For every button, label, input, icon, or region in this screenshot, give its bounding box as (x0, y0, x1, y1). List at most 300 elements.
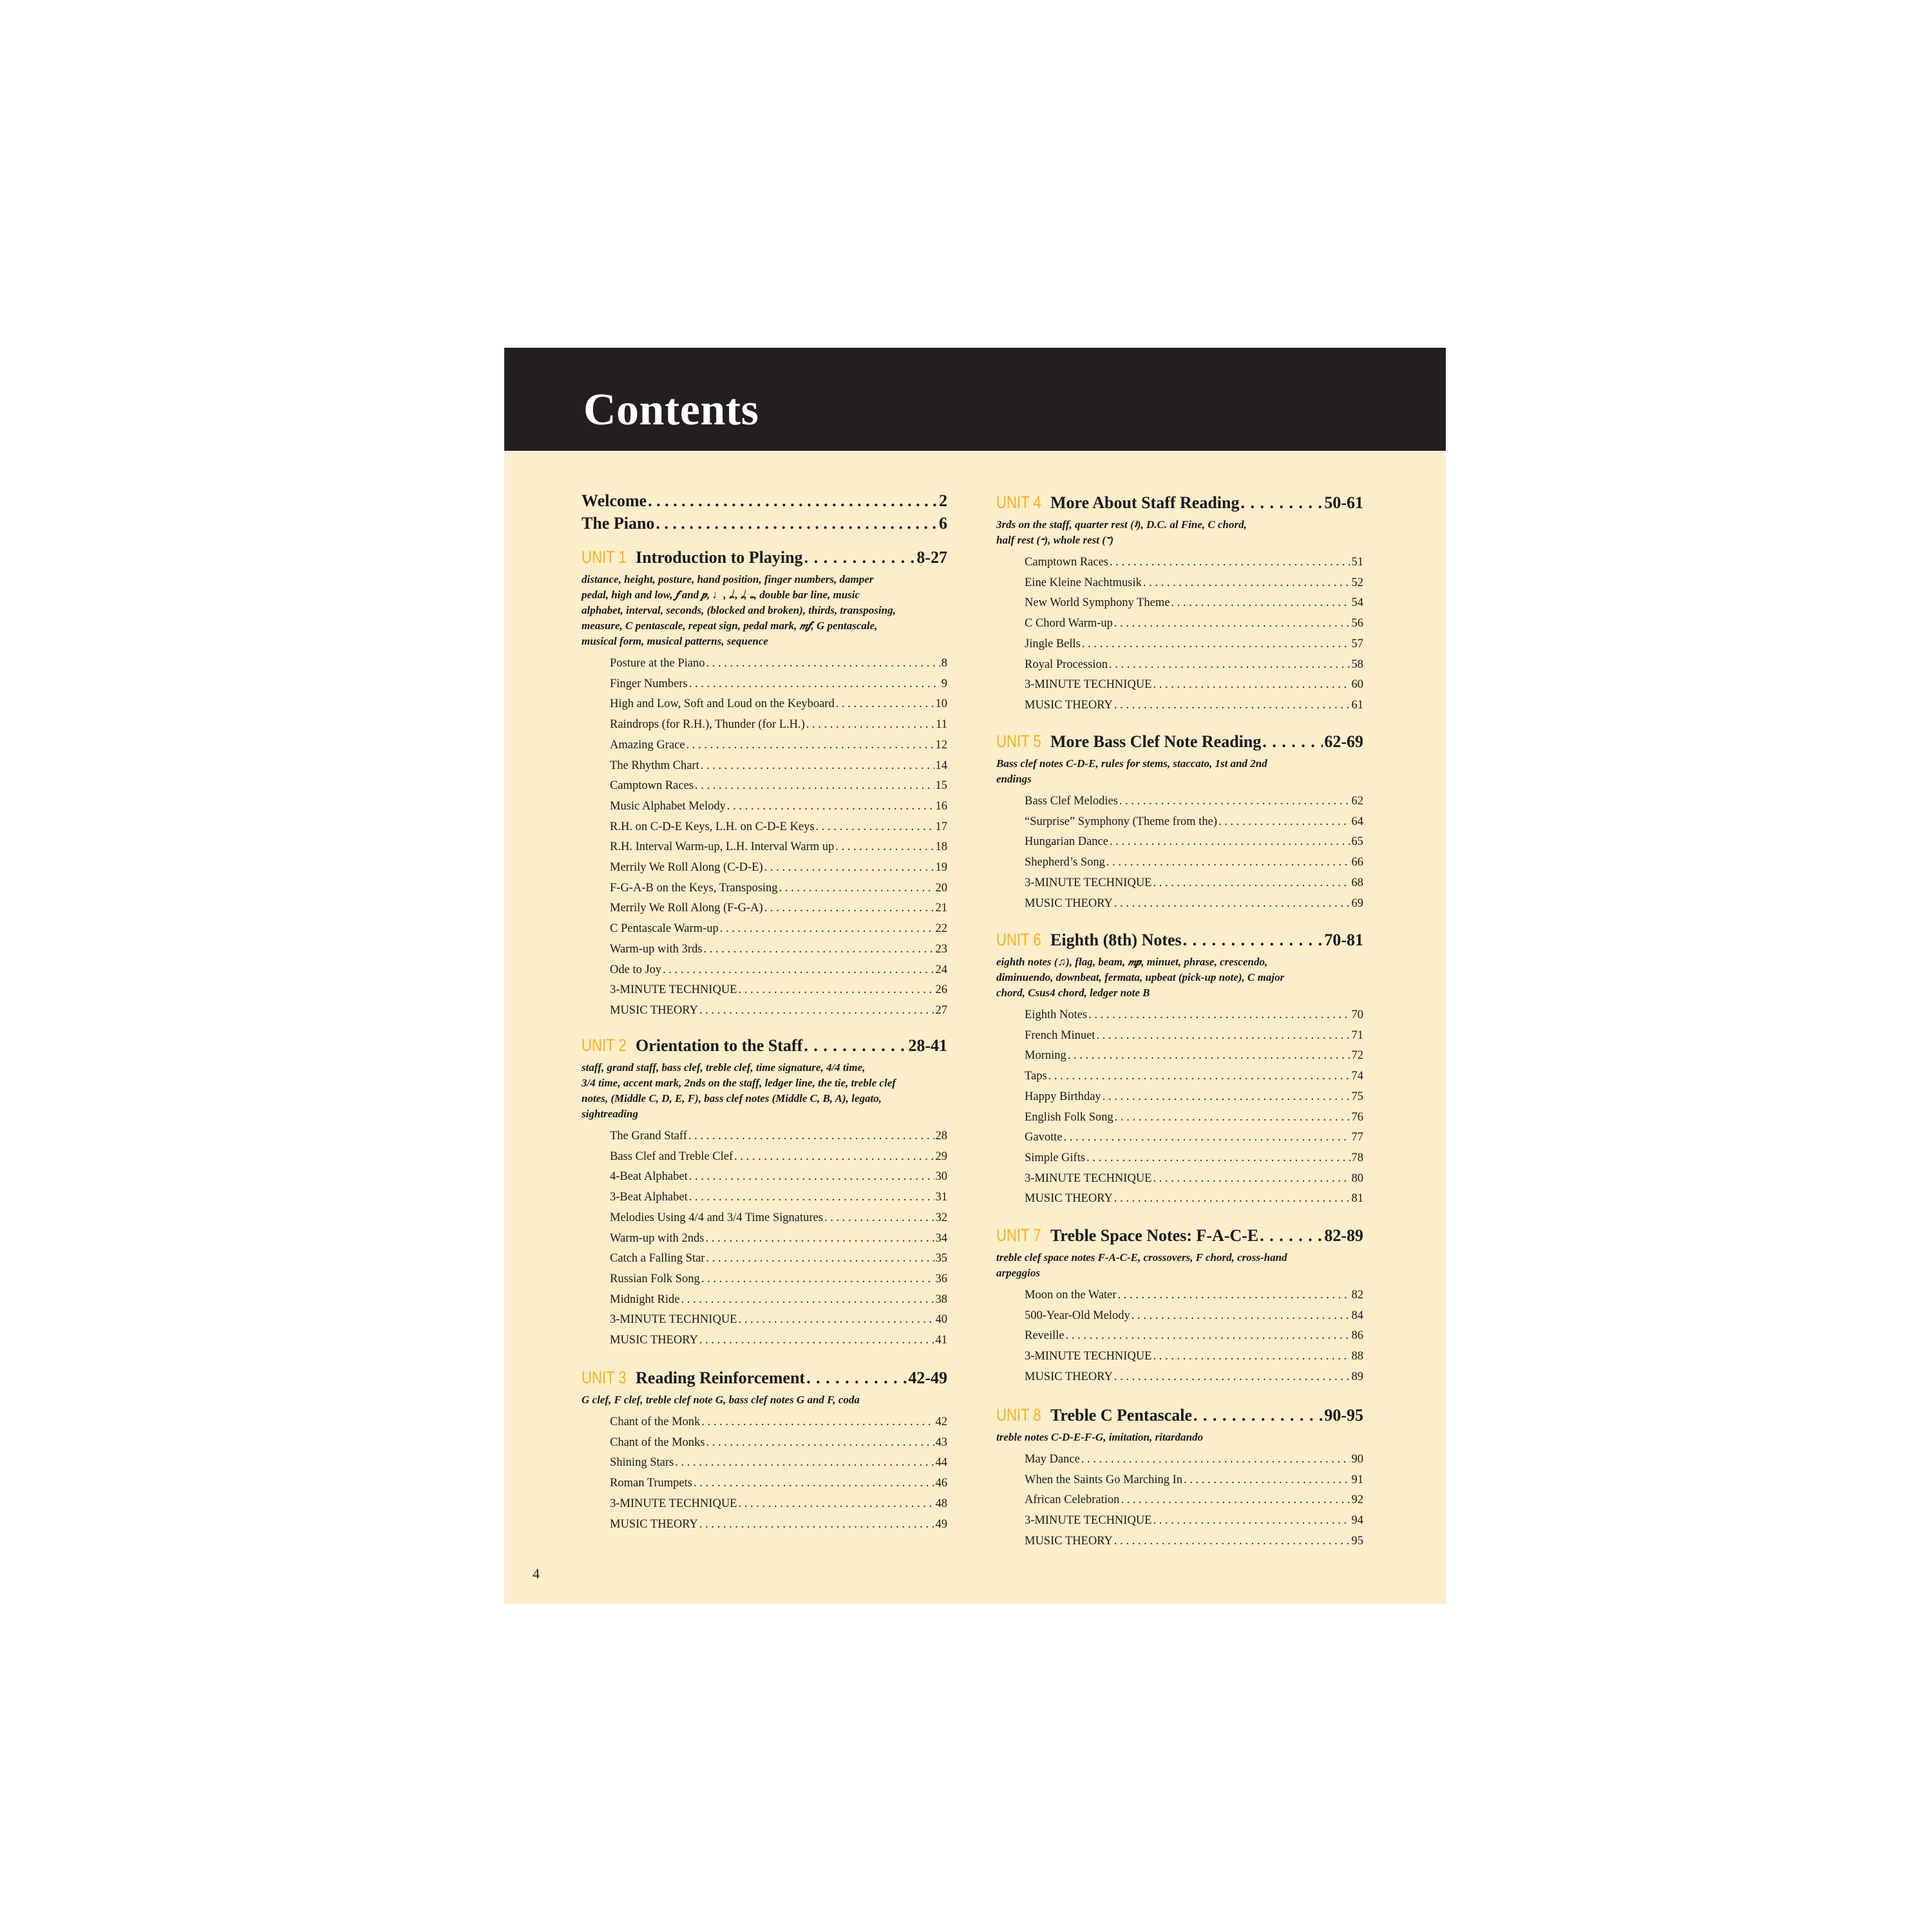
toc-item (610, 657, 947, 670)
toc-item (610, 861, 947, 875)
toc-item (610, 1004, 947, 1018)
dot-leader (699, 1334, 934, 1347)
item-label: 3-Beat Alphabet (610, 1191, 688, 1204)
item-label: Moon on the Water (1025, 1289, 1117, 1302)
item-page: 19 (935, 861, 947, 874)
item-page: 57 (1351, 638, 1363, 650)
unit-pages: 8-27 (916, 548, 947, 567)
dot-leader (1153, 1172, 1350, 1186)
item-label: MUSIC THEORY (1025, 897, 1113, 910)
item-page: 70 (1351, 1009, 1363, 1021)
dot-leader (1153, 1514, 1350, 1528)
item-label: Posture at the Piano (610, 657, 705, 670)
item-page: 11 (936, 718, 947, 731)
toc-item (1025, 1370, 1363, 1384)
item-label: 3-MINUTE TECHNIQUE (610, 1313, 737, 1326)
item-page: 71 (1351, 1029, 1363, 1042)
unit-title: More Bass Clef Note Reading (1050, 732, 1262, 751)
item-label: Happy Birthday (1025, 1090, 1101, 1103)
dot-leader (695, 779, 934, 793)
unit-pages: 50-61 (1324, 493, 1363, 512)
item-page: 29 (935, 1150, 947, 1163)
unit-pages: 62-69 (1324, 732, 1363, 751)
item-label: “Surprise” Symphony (Theme from the) (1025, 815, 1218, 828)
item-page: 94 (1351, 1514, 1363, 1527)
item-page: 10 (935, 697, 947, 710)
page-number: 4 (533, 1566, 540, 1582)
description-line: sightreading (582, 1108, 638, 1120)
dot-leader (1064, 1131, 1350, 1144)
item-label: The Grand Staff (610, 1130, 687, 1142)
toc-item (1025, 876, 1363, 890)
item-label: 3-MINUTE TECHNIQUE (1025, 678, 1152, 691)
description-line: Bass clef notes C-D-E, rules for stems, staccato, 1st and 2nd (996, 757, 1267, 770)
item-page: 89 (1351, 1370, 1363, 1383)
dot-leader (687, 739, 934, 752)
entry-label: Welcome (582, 491, 647, 510)
description-line: staff, grand staff, bass clef, treble clef, time signature, 4/4 time, (582, 1061, 866, 1074)
toc-item (1025, 1493, 1363, 1507)
item-page: 91 (1351, 1473, 1363, 1486)
item-page: 80 (1351, 1172, 1363, 1185)
dot-leader (1132, 1309, 1350, 1323)
item-page: 74 (1351, 1070, 1363, 1083)
toc-item (610, 820, 947, 834)
dot-leader (764, 902, 934, 915)
description-line: diminuendo, downbeat, fermata, upbeat (pick-up note), C major (996, 971, 1285, 983)
item-label: When the Saints Go Marching In (1025, 1473, 1183, 1486)
dot-leader (1260, 1226, 1323, 1245)
item-page: 75 (1351, 1090, 1363, 1103)
item-label: May Dance (1025, 1453, 1080, 1466)
item-page: 23 (935, 943, 947, 956)
dot-leader (1115, 1111, 1350, 1124)
item-page: 12 (935, 739, 947, 752)
item-label: High and Low, Soft and Loud on the Keyboard (610, 697, 835, 710)
toc-item (1025, 1453, 1363, 1466)
unit-title: Treble Space Notes: F-A-C-E (1050, 1226, 1259, 1245)
dot-leader (699, 1518, 934, 1531)
dot-leader (689, 1191, 934, 1204)
item-label: 4-Beat Alphabet (610, 1170, 688, 1183)
item-label: Merrily We Roll Along (F-G-A) (610, 902, 763, 914)
dot-leader (835, 840, 934, 854)
toc-item (610, 1313, 947, 1327)
unit-label: UNIT 2 (582, 1036, 627, 1055)
item-page: 24 (935, 963, 947, 976)
item-page: 60 (1351, 678, 1363, 691)
item-label: Catch a Falling Star (610, 1252, 705, 1265)
item-label: MUSIC THEORY (1025, 1370, 1113, 1383)
item-label: Camptown Races (610, 779, 694, 792)
item-label: Raindrops (for R.H.), Thunder (for L.H.) (610, 718, 805, 731)
toc-item (1025, 678, 1363, 692)
unit-label: UNIT 5 (996, 732, 1041, 751)
dot-leader (804, 1036, 907, 1056)
toc-item (610, 1170, 947, 1184)
dot-leader (1068, 1049, 1350, 1063)
item-page: 68 (1351, 876, 1363, 889)
dot-leader (1240, 493, 1323, 513)
dot-leader (675, 1456, 934, 1470)
unit-description (996, 1430, 1363, 1445)
toc-item (1025, 1350, 1363, 1363)
item-page: 52 (1351, 576, 1363, 589)
unit-heading (996, 732, 1363, 752)
unit-description (996, 756, 1363, 787)
item-page: 21 (935, 902, 947, 914)
toc-item (1025, 815, 1363, 829)
unit-pages: 90-95 (1324, 1406, 1363, 1425)
dot-leader (1193, 1406, 1323, 1425)
toc-item (1025, 835, 1363, 849)
item-label: Warm-up with 3rds (610, 943, 703, 956)
toc-item (1025, 638, 1363, 651)
item-page: 86 (1351, 1329, 1363, 1342)
item-page: 77 (1351, 1131, 1363, 1144)
dot-leader (1110, 556, 1350, 569)
dot-leader (804, 548, 916, 567)
unit-description (582, 572, 947, 649)
item-label: MUSIC THEORY (610, 1518, 698, 1531)
toc-item (1025, 1151, 1363, 1165)
item-page: 51 (1351, 556, 1363, 569)
item-page: 72 (1351, 1049, 1363, 1062)
toc-item (1025, 1009, 1363, 1022)
item-page: 36 (935, 1273, 947, 1285)
toc-item (610, 983, 947, 997)
item-page: 16 (935, 800, 947, 813)
item-label: Roman Trumpets (610, 1477, 692, 1490)
item-label: MUSIC THEORY (610, 1334, 698, 1347)
dot-leader (734, 1150, 934, 1164)
item-page: 46 (935, 1477, 947, 1490)
item-label: Melodies Using 4/4 and 3/4 Time Signatures (610, 1211, 823, 1224)
toc-item (1025, 1090, 1363, 1104)
dot-leader (1096, 1029, 1350, 1043)
unit-heading (996, 1405, 1363, 1425)
description-line: endings (996, 773, 1032, 785)
dot-leader (1082, 638, 1350, 651)
dot-leader (1153, 876, 1350, 890)
item-label: Simple Gifts (1025, 1151, 1086, 1164)
toc-item (610, 739, 947, 752)
toc-item (1025, 658, 1363, 672)
item-label: Eine Kleine Nachtmusik (1025, 576, 1142, 589)
dot-leader (738, 1313, 934, 1327)
unit-description (996, 1250, 1363, 1281)
item-page: 34 (935, 1232, 947, 1245)
dot-leader (764, 861, 934, 875)
dot-leader (706, 657, 940, 670)
unit-pages: 28-41 (908, 1036, 947, 1055)
dot-leader (836, 697, 934, 711)
item-page: 82 (1351, 1289, 1363, 1302)
dot-leader (1114, 1535, 1350, 1548)
toc-item (610, 943, 947, 956)
toc-item (610, 922, 947, 936)
item-page: 65 (1351, 835, 1363, 848)
unit-heading (996, 930, 1363, 950)
unit-label: UNIT 8 (996, 1405, 1041, 1425)
item-label: Taps (1025, 1070, 1047, 1083)
toc-item (1025, 1172, 1363, 1186)
item-label: MUSIC THEORY (1025, 699, 1113, 712)
unit-heading (582, 1368, 947, 1388)
description-line: arpeggios (996, 1267, 1040, 1279)
item-page: 42 (935, 1416, 947, 1428)
dot-leader (1106, 856, 1350, 869)
item-label: MUSIC THEORY (1025, 1192, 1113, 1205)
toc-item (1025, 1514, 1363, 1528)
dot-leader (701, 759, 934, 773)
unit-label: UNIT 3 (582, 1368, 627, 1387)
item-label: 3-MINUTE TECHNIQUE (1025, 876, 1152, 889)
item-label: Eighth Notes (1025, 1009, 1088, 1021)
toc-item (1025, 1289, 1363, 1302)
item-label: African Celebration (1025, 1493, 1120, 1506)
unit-pages: 70-81 (1324, 931, 1363, 949)
unit-title: Orientation to the Staff (636, 1036, 803, 1055)
dot-leader (703, 943, 934, 956)
dot-leader (1118, 1289, 1350, 1302)
unit-pages: 82-89 (1324, 1226, 1363, 1245)
unit-pages: 42-49 (908, 1368, 947, 1387)
item-page: 31 (935, 1191, 947, 1204)
item-label: Chant of the Monk (610, 1416, 701, 1428)
item-page: 48 (935, 1497, 947, 1510)
item-page: 15 (935, 779, 947, 792)
item-page: 69 (1351, 897, 1363, 910)
description-line: musical form, musical patterns, sequence (582, 635, 768, 647)
unit-title: Treble C Pentascale (1050, 1406, 1192, 1425)
toc-item (610, 1416, 947, 1429)
toc-item (610, 1293, 947, 1307)
unit-description (996, 517, 1363, 548)
toc-item (1025, 795, 1363, 808)
toc-item (610, 1252, 947, 1265)
item-page: 95 (1351, 1535, 1363, 1548)
unit-description (582, 1392, 947, 1408)
dot-leader (1048, 1070, 1350, 1083)
dot-leader (699, 1004, 934, 1018)
page-title: Contents (583, 385, 759, 435)
item-page: 44 (935, 1456, 947, 1469)
dot-leader (706, 1232, 934, 1245)
entry-label: The Piano (582, 514, 655, 533)
description-line: chord, Csus4 chord, ledger note B (996, 987, 1150, 999)
unit-label: UNIT 1 (582, 547, 627, 567)
toc-item (1025, 699, 1363, 712)
toc-item (1025, 856, 1363, 869)
dot-leader (1086, 1151, 1350, 1165)
dot-leader (1121, 1493, 1350, 1507)
dot-leader (1088, 1009, 1350, 1022)
toc-item (1025, 1535, 1363, 1548)
item-page: 64 (1351, 815, 1363, 828)
unit-description (996, 954, 1363, 1001)
item-page: 90 (1351, 1453, 1363, 1466)
toc-item (1025, 1111, 1363, 1124)
item-page: 18 (935, 840, 947, 853)
toc-item (1025, 1070, 1363, 1083)
toc-item (610, 840, 947, 854)
description-line: alphabet, interval, seconds, (blocked and broken), thirds, transposing, (582, 604, 896, 616)
item-page: 27 (935, 1004, 947, 1017)
toc-item (610, 1497, 947, 1511)
dot-leader (694, 1477, 934, 1490)
entry-page: 2 (939, 491, 947, 510)
item-page: 41 (935, 1334, 947, 1347)
dot-leader (656, 514, 938, 533)
unit-label: UNIT 7 (996, 1226, 1041, 1245)
item-label: R.H. on C-D-E Keys, L.H. on C-D-E Keys (610, 820, 815, 833)
item-page: 43 (935, 1436, 947, 1449)
dot-leader (1066, 1329, 1350, 1343)
item-page: 56 (1351, 617, 1363, 630)
unit-heading (582, 547, 947, 567)
toc-item (610, 779, 947, 793)
dot-leader (706, 1252, 934, 1265)
item-label: Bass Clef and Treble Clef (610, 1150, 734, 1163)
dot-leader (1183, 931, 1323, 950)
item-label: Chant of the Monks (610, 1436, 705, 1449)
toc-item (1025, 1473, 1363, 1487)
item-page: 17 (935, 820, 947, 833)
dot-leader (1103, 1090, 1350, 1104)
item-label: Jingle Bells (1025, 638, 1081, 650)
item-page: 54 (1351, 596, 1363, 609)
toc-item (610, 1130, 947, 1143)
item-page: 81 (1351, 1192, 1363, 1205)
unit-title: More About Staff Reading (1050, 493, 1240, 512)
dot-leader (806, 1368, 907, 1388)
item-label: F-G-A-B on the Keys, Transposing (610, 882, 778, 895)
item-label: Hungarian Dance (1025, 835, 1108, 848)
toc-item (610, 882, 947, 895)
dot-leader (701, 1416, 934, 1429)
item-page: 26 (935, 983, 947, 996)
dot-leader (779, 882, 934, 895)
description-line: measure, C pentascale, repeat sign, pedal mark, 𝆐𝆑, G pentascale, (582, 620, 878, 632)
dot-leader (824, 1211, 934, 1225)
toc-item (610, 963, 947, 977)
unit-label: UNIT 4 (996, 493, 1041, 512)
description-line: notes, (Middle C, D, E, F), bass clef notes (Middle C, B, A), legato, (582, 1092, 882, 1104)
item-page: 38 (935, 1293, 947, 1306)
item-label: Camptown Races (1025, 556, 1108, 569)
item-page: 28 (935, 1130, 947, 1142)
toc-item (1025, 897, 1363, 911)
item-label: C Chord Warm-up (1025, 617, 1113, 630)
entry-page: 6 (939, 514, 947, 533)
toc-item (610, 697, 947, 711)
dot-leader (1218, 815, 1350, 829)
toc-item (610, 1518, 947, 1531)
item-page: 32 (935, 1211, 947, 1224)
item-label: Royal Procession (1025, 658, 1108, 671)
dot-leader (720, 922, 934, 936)
toc-item (610, 1211, 947, 1225)
item-page: 92 (1351, 1493, 1363, 1506)
dot-leader (806, 718, 934, 732)
dot-leader (1114, 897, 1350, 911)
toc-item (610, 1334, 947, 1347)
dot-leader (1114, 1370, 1350, 1384)
toc-item (610, 1273, 947, 1286)
item-page: 22 (935, 922, 947, 935)
description-line: G clef, F clef, treble clef note G, bass clef notes G and F, coda (582, 1394, 860, 1406)
description-line: 3rds on the staff, quarter rest (𝄽), D.C. al Fine, C chord, (996, 518, 1247, 531)
item-page: 30 (935, 1170, 947, 1183)
dot-leader (1171, 596, 1350, 610)
toc-item (610, 1232, 947, 1245)
item-label: Shepherd’s Song (1025, 856, 1105, 869)
unit-title: Eighth (8th) Notes (1050, 931, 1182, 949)
item-label: R.H. Interval Warm-up, L.H. Interval Warm up (610, 840, 835, 853)
toc-item (1025, 1029, 1363, 1043)
dot-leader (1114, 617, 1350, 630)
item-label: Warm-up with 2nds (610, 1232, 705, 1245)
contents-page (504, 348, 1446, 1604)
item-page: 78 (1351, 1151, 1363, 1164)
toc-item (1025, 576, 1363, 590)
item-page: 8 (941, 657, 947, 670)
toc-item (1025, 556, 1363, 569)
dot-leader (738, 1497, 934, 1511)
item-label: New World Symphony Theme (1025, 596, 1170, 609)
item-page: 14 (935, 759, 947, 772)
toc-item (1025, 1329, 1363, 1343)
dot-leader (663, 963, 934, 977)
toc-item (1025, 1131, 1363, 1144)
dot-leader (689, 677, 940, 691)
unit-heading (996, 1226, 1363, 1245)
item-label: 3-MINUTE TECHNIQUE (1025, 1514, 1152, 1527)
item-page: 84 (1351, 1309, 1363, 1322)
toc-item (610, 800, 947, 813)
toc-item (610, 718, 947, 732)
toc-item (1025, 617, 1363, 630)
toc-entry-top (582, 514, 947, 533)
item-page: 66 (1351, 856, 1363, 869)
toc-item (610, 759, 947, 773)
item-label: Morning (1025, 1049, 1066, 1062)
description-line: half rest (𝄼), whole rest (𝄻) (996, 534, 1114, 546)
description-line: distance, height, posture, hand position, finger numbers, damper (582, 573, 874, 585)
item-label: 3-MINUTE TECHNIQUE (610, 1497, 737, 1510)
toc-item (610, 1191, 947, 1204)
description-line: treble clef space notes F-A-C-E, crossovers, F chord, cross-hand (996, 1251, 1287, 1264)
description-line: 3/4 time, accent mark, 2nds on the staff, ledger line, the tie, treble clef (582, 1077, 896, 1089)
item-label: Midnight Ride (610, 1293, 680, 1306)
dot-leader (1119, 795, 1350, 808)
dot-leader (1153, 678, 1350, 692)
item-label: Music Alphabet Melody (610, 800, 726, 813)
item-label: Shining Stars (610, 1456, 674, 1469)
toc-item (1025, 1049, 1363, 1063)
item-label: 500-Year-Old Melody (1025, 1309, 1130, 1322)
item-page: 76 (1351, 1111, 1363, 1124)
toc-entry-top (582, 491, 947, 511)
item-label: MUSIC THEORY (1025, 1535, 1113, 1548)
dot-leader (1109, 658, 1350, 672)
dot-leader (1184, 1473, 1350, 1487)
item-page: 62 (1351, 795, 1363, 808)
toc-item (610, 677, 947, 691)
dot-leader (1114, 699, 1350, 712)
toc-item (1025, 1309, 1363, 1323)
